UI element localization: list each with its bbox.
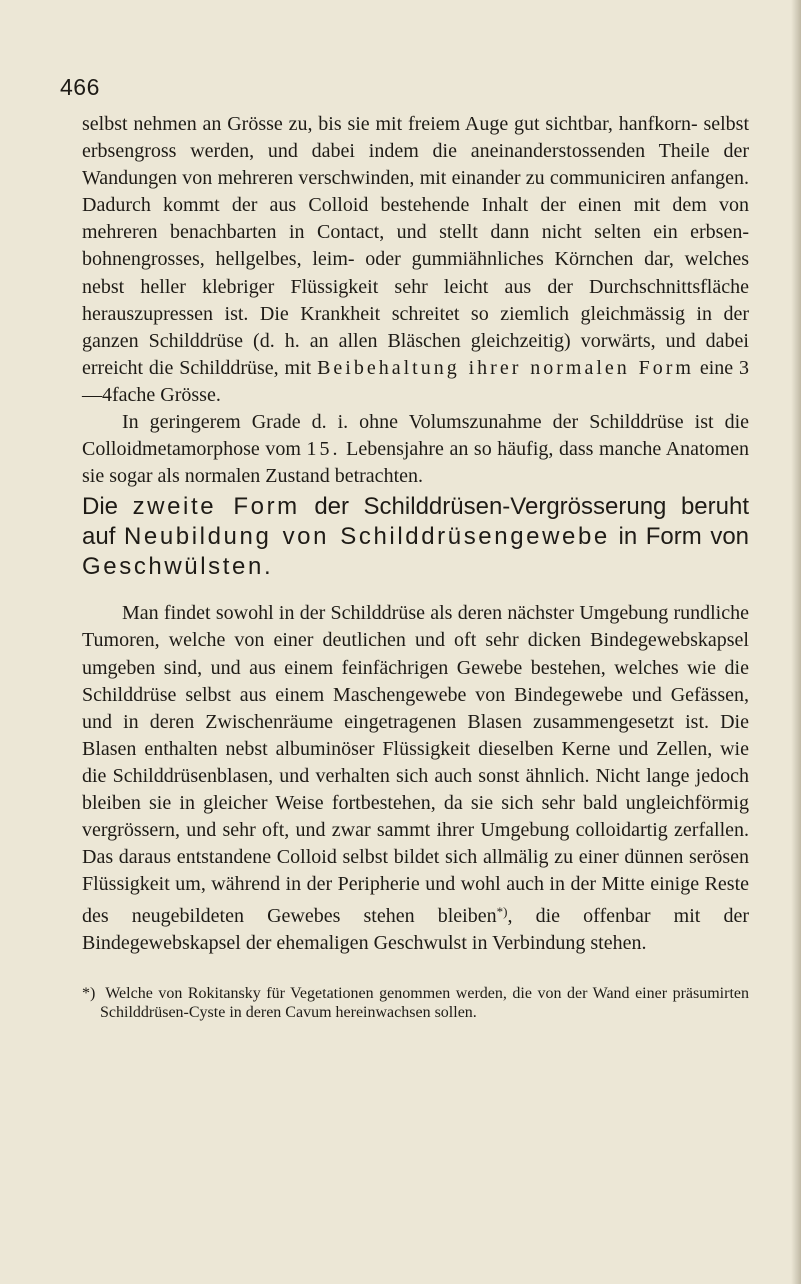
heading-emphasis: Geschwülsten. <box>82 553 274 581</box>
section-heading <box>82 492 749 582</box>
paragraph-text: selbst nehmen an Grösse zu, bis sie mit freiem Auge gut sichtbar, hanfkorn- selbst erbsengross werden, und dabei indem die aneinanderstossenden Theile der Wandungen von mehreren verschwinden, mit einander zu communiciren anfangen. Dadurch kommt der aus Colloid bestehende Inhalt der einen mit dem von mehreren benachbarten in Contact, und stellt dann nicht selten ein erbsen-bohnengrosses, hellgelbes, leim- oder gummiähnliches Körnchen dar, welches nebst heller klebriger Flüssigkeit sehr leicht aus der Durchschnittsfläche herauszupressen ist. Die Krankheit schreitet so ziemlich gleichmässig in der ganzen Schilddrüse (d. h. an allen Bläschen gleichzeitig) vorwärts, und dabei erreicht die Schilddrüse, mit <box>82 113 749 379</box>
page-edge-shadow <box>791 0 801 1284</box>
heading-text: der Schilddrüsen-Vergrösserung beruht auf <box>82 493 749 551</box>
paragraph-colloid-growth <box>82 111 749 409</box>
heading-emphasis: zweite Form <box>132 493 300 521</box>
paragraph-text: eine 3—4fache Grösse. <box>82 356 750 406</box>
paragraph-text: In geringerem Grade d. i. ohne Volumszunahme der Schilddrüse ist die Colloidmetamorphose vom <box>82 411 749 461</box>
footnote-text: Welche von Rokitansky für Vegetationen genommen werden, die von der Wand einer präsumirten Schilddrüsen-Cyste in deren Cavum hereinwachsen sollen. <box>100 984 749 1021</box>
heading-spacer <box>82 582 749 600</box>
footnote <box>82 984 749 1022</box>
footnote-marker: *) <box>82 984 96 1002</box>
paragraph-colloid-metamorphosis <box>82 409 749 490</box>
heading-emphasis: Neubildung von Schilddrüsengewebe <box>123 523 610 551</box>
page-body <box>82 111 749 1022</box>
paragraph-text: Lebensjahre an so häufig, dass manche Anatomen sie sogar als normalen Zustand betrachten. <box>82 438 750 488</box>
heading-text: in Form von <box>618 523 750 551</box>
heading-text: Die <box>82 493 119 521</box>
paragraph-tumors <box>82 600 749 957</box>
footnote-reference[interactable]: *) <box>496 904 508 920</box>
emphasis-spaced: 15. <box>306 438 341 461</box>
emphasis-spaced: Beibehaltung ihrer normalen Form <box>317 356 694 379</box>
paragraph-text: Man findet sowohl in der Schilddrüse als deren nächster Umgebung rundliche Tumoren, welche von einer deutlichen und oft sehr dicken Bindegewebskapsel umgeben sind, und aus einem feinfächrigen Gewebe bestehen, welches wie die Schilddrüse selbst aus einem Maschengewebe von Bindegewebe und Gefässen, und in deren Zwischenräume eingetragenen Blasen zusammengesetzt ist. Die Blasen enthalten nebst albuminöser Flüssigkeit dieselben Kerne und Zellen, wie die Schilddrüsenblasen, und verhalten sich auch sonst ähnlich. Nicht lange jedoch bleiben sie in gleicher Weise fortbestehen, da sie sich sehr bald ungleichförmig vergrössern, und sehr oft, und zwar sammt ihrer Umgebung colloidartig zerfallen. Das daraus entstandene Colloid selbst bildet sich allmälig zu einer dünnen serösen Flüssigkeit um, während in der Peripherie und wohl auch in der Mitte einige Reste des neugebildeten Gewebes stehen bleiben <box>82 602 749 928</box>
paragraph-text: , die offenbar mit der Bindegewebskapsel der ehemaligen Geschwulst in Verbindung stehen. <box>82 905 749 955</box>
page-number: 466 <box>60 74 100 100</box>
